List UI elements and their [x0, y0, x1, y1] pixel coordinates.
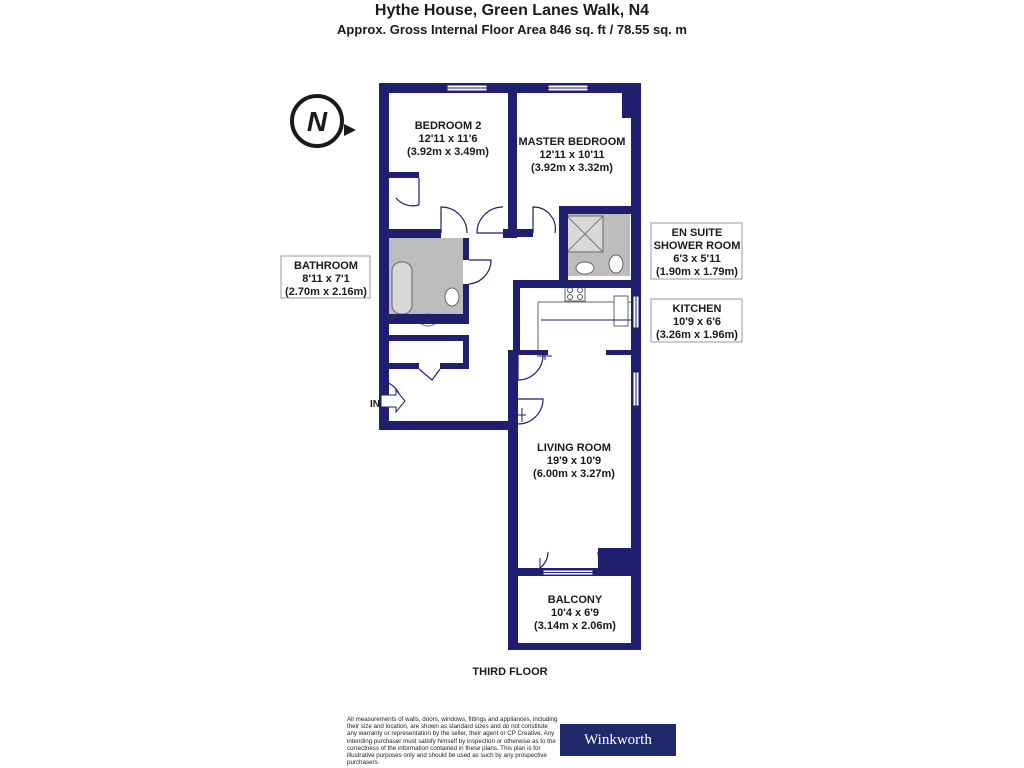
master-bedroom-dim-imperial: 12'11 x 10'11	[539, 149, 605, 161]
bathroom-south-wall	[389, 314, 469, 324]
disclaimer-text: All measurements of walls, doors, windows, fittings and appliances, including their size and location, are shown as standard sizes and do not constitute any warranty or representation by the seller, their agent or CP Creative. Any intending purchaser must satisfy himself by inspection or otherwise as to the correctness of the information contained in these plans. This plan is for illustrative purposes only and should be used as such by any prospective purchasers.	[347, 716, 558, 767]
ensuite-west-wall	[559, 206, 568, 282]
balcony-dim-metric: (3.14m x 2.06m)	[534, 620, 616, 632]
bathroom-east-wall-a	[463, 238, 469, 260]
compass	[292, 96, 356, 146]
ensuite-dim-imperial: 6'3 x 5'11	[673, 253, 721, 265]
cupboard-east-wall	[463, 335, 469, 367]
bedroom2-name: BEDROOM 2	[414, 120, 482, 132]
living-west-wall	[508, 350, 518, 650]
cupboard-south-wall-b	[440, 363, 469, 369]
south-hall-wall	[379, 421, 515, 430]
bathroom-dim-imperial: 8'11 x 7'1	[302, 273, 350, 285]
west-wall	[379, 83, 389, 430]
cupboard-south-wall-a	[389, 363, 419, 369]
plan-title: Hythe House, Green Lanes Walk, N4	[374, 2, 650, 19]
bathtub	[392, 262, 412, 314]
kitchen-dim-imperial: 10'9 x 6'6	[672, 316, 722, 328]
floor-area-subtitle: Approx. Gross Internal Floor Area 846 sq. ft / 78.55 sq. m	[337, 22, 687, 37]
kitchen-name: KITCHEN	[672, 303, 722, 315]
ensuite-north-wall	[562, 206, 631, 214]
bathroom-dim-metric: (2.70m x 2.16m)	[285, 286, 367, 298]
living-room-dim-metric: (6.00m x 3.27m)	[533, 468, 615, 480]
balcony-dim-imperial: 10'4 x 6'9	[550, 607, 600, 619]
bedroom2-dim-metric: (3.92m x 3.49m)	[407, 146, 489, 158]
bedroom2-dim-imperial: 12'11 x 11'6	[418, 133, 478, 145]
kitchen-sink	[614, 296, 628, 326]
kitchen-west-wall	[513, 280, 520, 350]
balcony-name: BALCONY	[547, 594, 603, 606]
kitchen-north-wall	[513, 280, 631, 288]
ensuite-name-line1: EN SUITE	[671, 227, 723, 239]
bathroom-name: BATHROOM	[294, 260, 358, 272]
ensuite-dim-metric: (1.90m x 1.79m)	[656, 266, 738, 278]
kitchen-south-wall-b	[606, 350, 631, 355]
master-south-wall-a	[517, 229, 533, 237]
kitchen-dim-metric: (3.26m x 1.96m)	[656, 329, 738, 341]
bedroom2-south-wall-b	[503, 229, 517, 238]
ensuite-name-line2: SHOWER ROOM	[653, 240, 741, 252]
bedroom-divider	[508, 83, 517, 233]
compass-letter: N	[306, 106, 328, 137]
north-arrow-icon	[344, 124, 356, 136]
living-room-name: LIVING ROOM	[537, 442, 611, 454]
north-east-nib	[622, 83, 641, 118]
master-bedroom-name: MASTER BEDROOM	[518, 136, 626, 148]
ensuite-basin	[576, 262, 594, 274]
entrance-label: IN	[370, 399, 380, 410]
ensuite-toilet	[609, 255, 623, 273]
cupboard-north-wall	[389, 335, 469, 341]
bedroom2-south-wall-a	[389, 229, 441, 238]
balcony-south-wall	[508, 643, 641, 650]
floor-label: THIRD FLOOR	[472, 666, 548, 678]
balcony-east-wall	[631, 540, 641, 650]
master-bedroom-dim-metric: (3.92m x 3.32m)	[531, 162, 613, 174]
living-room-dim-imperial: 19'9 x 10'9	[546, 455, 602, 467]
cupboard-wall	[389, 172, 419, 178]
bathroom-toilet	[445, 288, 459, 306]
kitchen-south-wall-a	[518, 350, 548, 355]
winkworth-logo: Winkworth	[560, 724, 676, 756]
